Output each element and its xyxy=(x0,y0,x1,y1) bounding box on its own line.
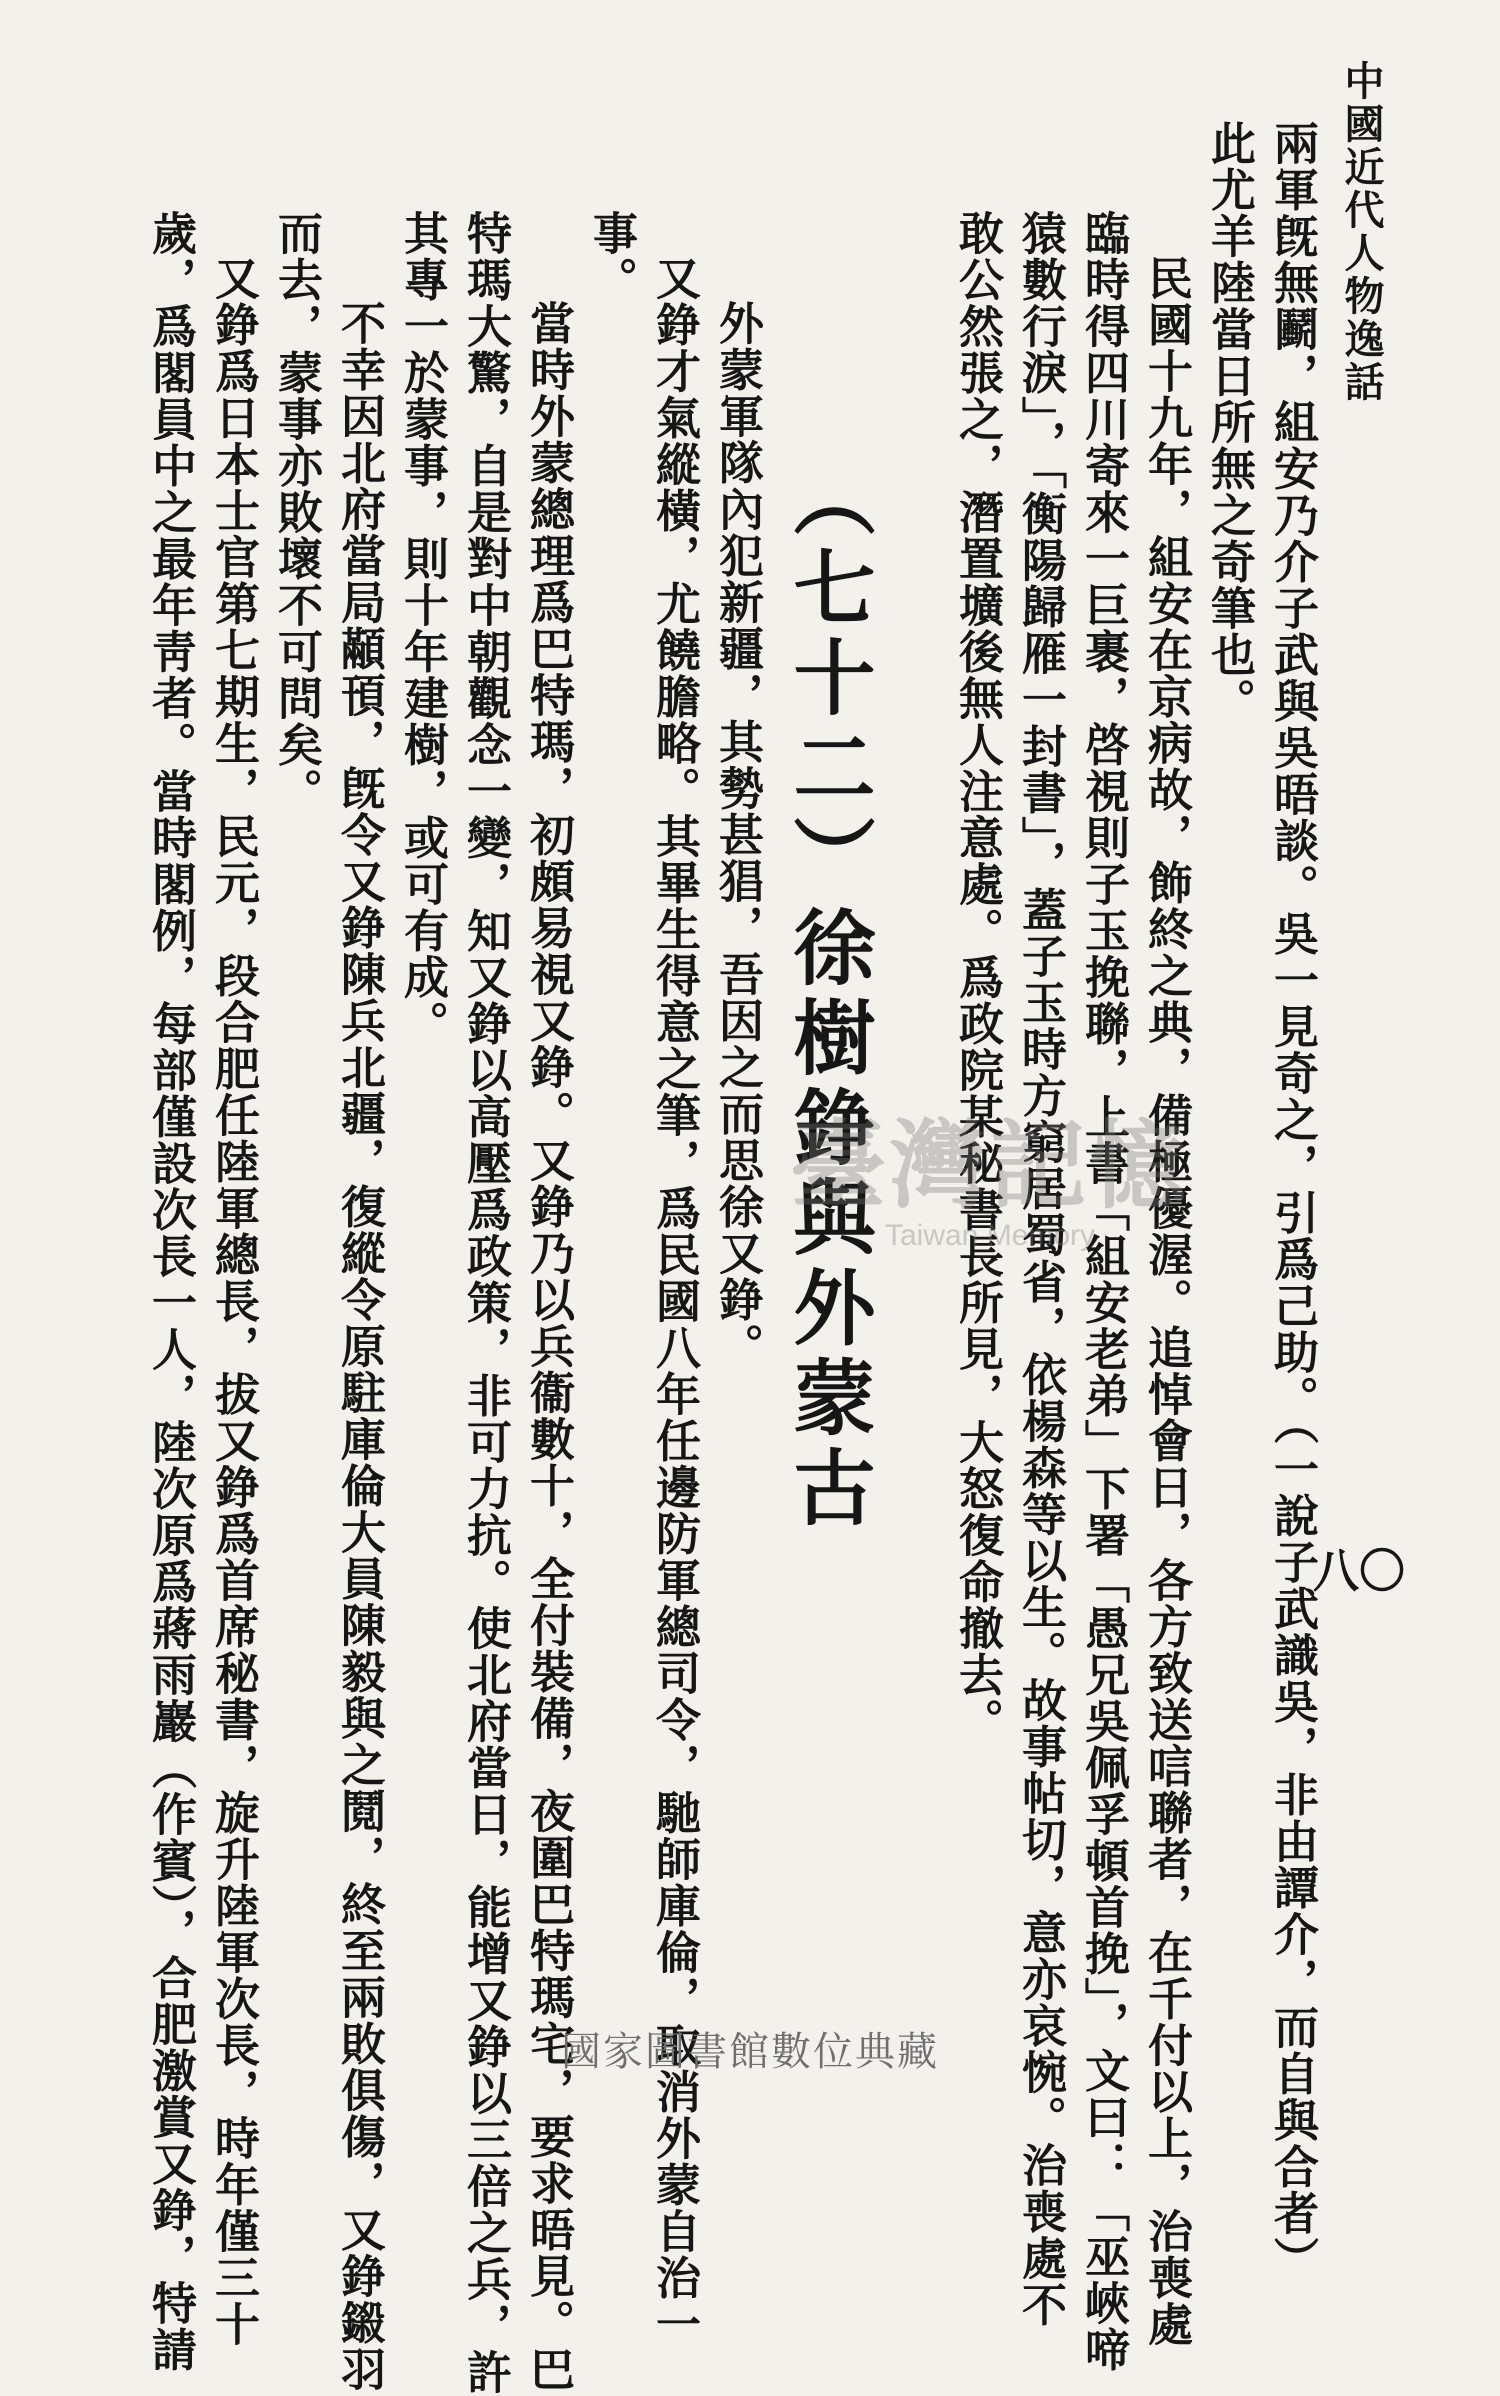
running-header: 中國近代人物逸話 xyxy=(1338,60,1385,404)
text-column: 臨時得四川寄來一巨裹，啓視則子玉挽聯，上書「組安老弟」下署「愚兄吳佩孚頓首挽」，文曰：「巫峽啼 xyxy=(1077,210,1130,2373)
text-column: 特瑪大驚，自是對中朝觀念一變，知又錚以高壓爲政策，非可力抗。使北府當日，能增又錚以三倍之兵，許 xyxy=(459,210,512,2396)
text-column: 不幸因北府當局顢頇，旣令又錚陳兵北疆，復縱令原駐庫倫大員陳毅與之鬩，終至兩敗俱傷，又錚鎩羽 xyxy=(333,300,386,2393)
text-column: 民國十九年，組安在京病故，飾終之典，備極優渥。追悼會日，各方致送唁聯者，在千付以上，治喪處 xyxy=(1140,255,1193,2348)
watermark-sub: Taiwan Memory xyxy=(884,1219,1096,1252)
text-column: 其專一於蒙事，則十年建樹，或可有成。 xyxy=(396,210,449,1047)
text-column: 又錚才氣縱橫，尤饒膽略。其畢生得意之筆，爲民國八年任邊防軍總司令，馳師庫倫，取消外蒙自治一 xyxy=(648,255,701,2348)
text-column: 此尤羊陸當日所無之奇筆也。 xyxy=(1203,120,1256,725)
page-number: 八〇 xyxy=(1313,1544,1405,1598)
text-column: 外蒙軍隊內犯新疆，其勢甚猖，吾因之而思徐又錚。 xyxy=(711,300,764,1370)
section-title: （七十二）徐樹錚與外蒙古 xyxy=(780,455,876,1535)
text-column: 又錚爲日本士官第七期生，民元，段合肥任陸軍總長，拔又錚爲首席秘書，旋升陸軍次長，時年僅三十 xyxy=(207,255,260,2348)
text-column: 而去，蒙事亦敗壞不可問矣。 xyxy=(270,210,323,815)
text-column: 猿數行淚」，「衡陽歸雁一封書」，蓋子玉時方窮居蜀省，依楊森等以生。故事帖切，意亦哀惋。治喪處不 xyxy=(1014,210,1067,2328)
text-column: 當時外蒙總理爲巴特瑪，初頗易視又錚。又錚乃以兵衞數十，全付裝備，夜圍巴特瑪宅，要求晤見。巴 xyxy=(522,300,575,2393)
text-column: 事。 xyxy=(585,210,638,303)
footer-credit: 國家圖書館數位典藏 xyxy=(561,2029,939,2075)
text-column: 敢公然張之，潛置壙後無人注意處。爲政院某秘書長所見，大怒復命撤去。 xyxy=(951,210,1004,1745)
text-column: 歲，爲閣員中之最年靑者。當時閣例，每部僅設次長一人，陸次原爲蔣雨巖（作賓），合肥激賞又錚，特請 xyxy=(144,210,197,2373)
watermark-main: 臺灣記憶 xyxy=(790,1109,1190,1222)
text-column: 兩軍旣無鬬，組安乃介子武與吳晤談。吳一見奇之，引爲己助。（一說子武識吳，非由譚介，而自與合者） xyxy=(1266,120,1319,2283)
